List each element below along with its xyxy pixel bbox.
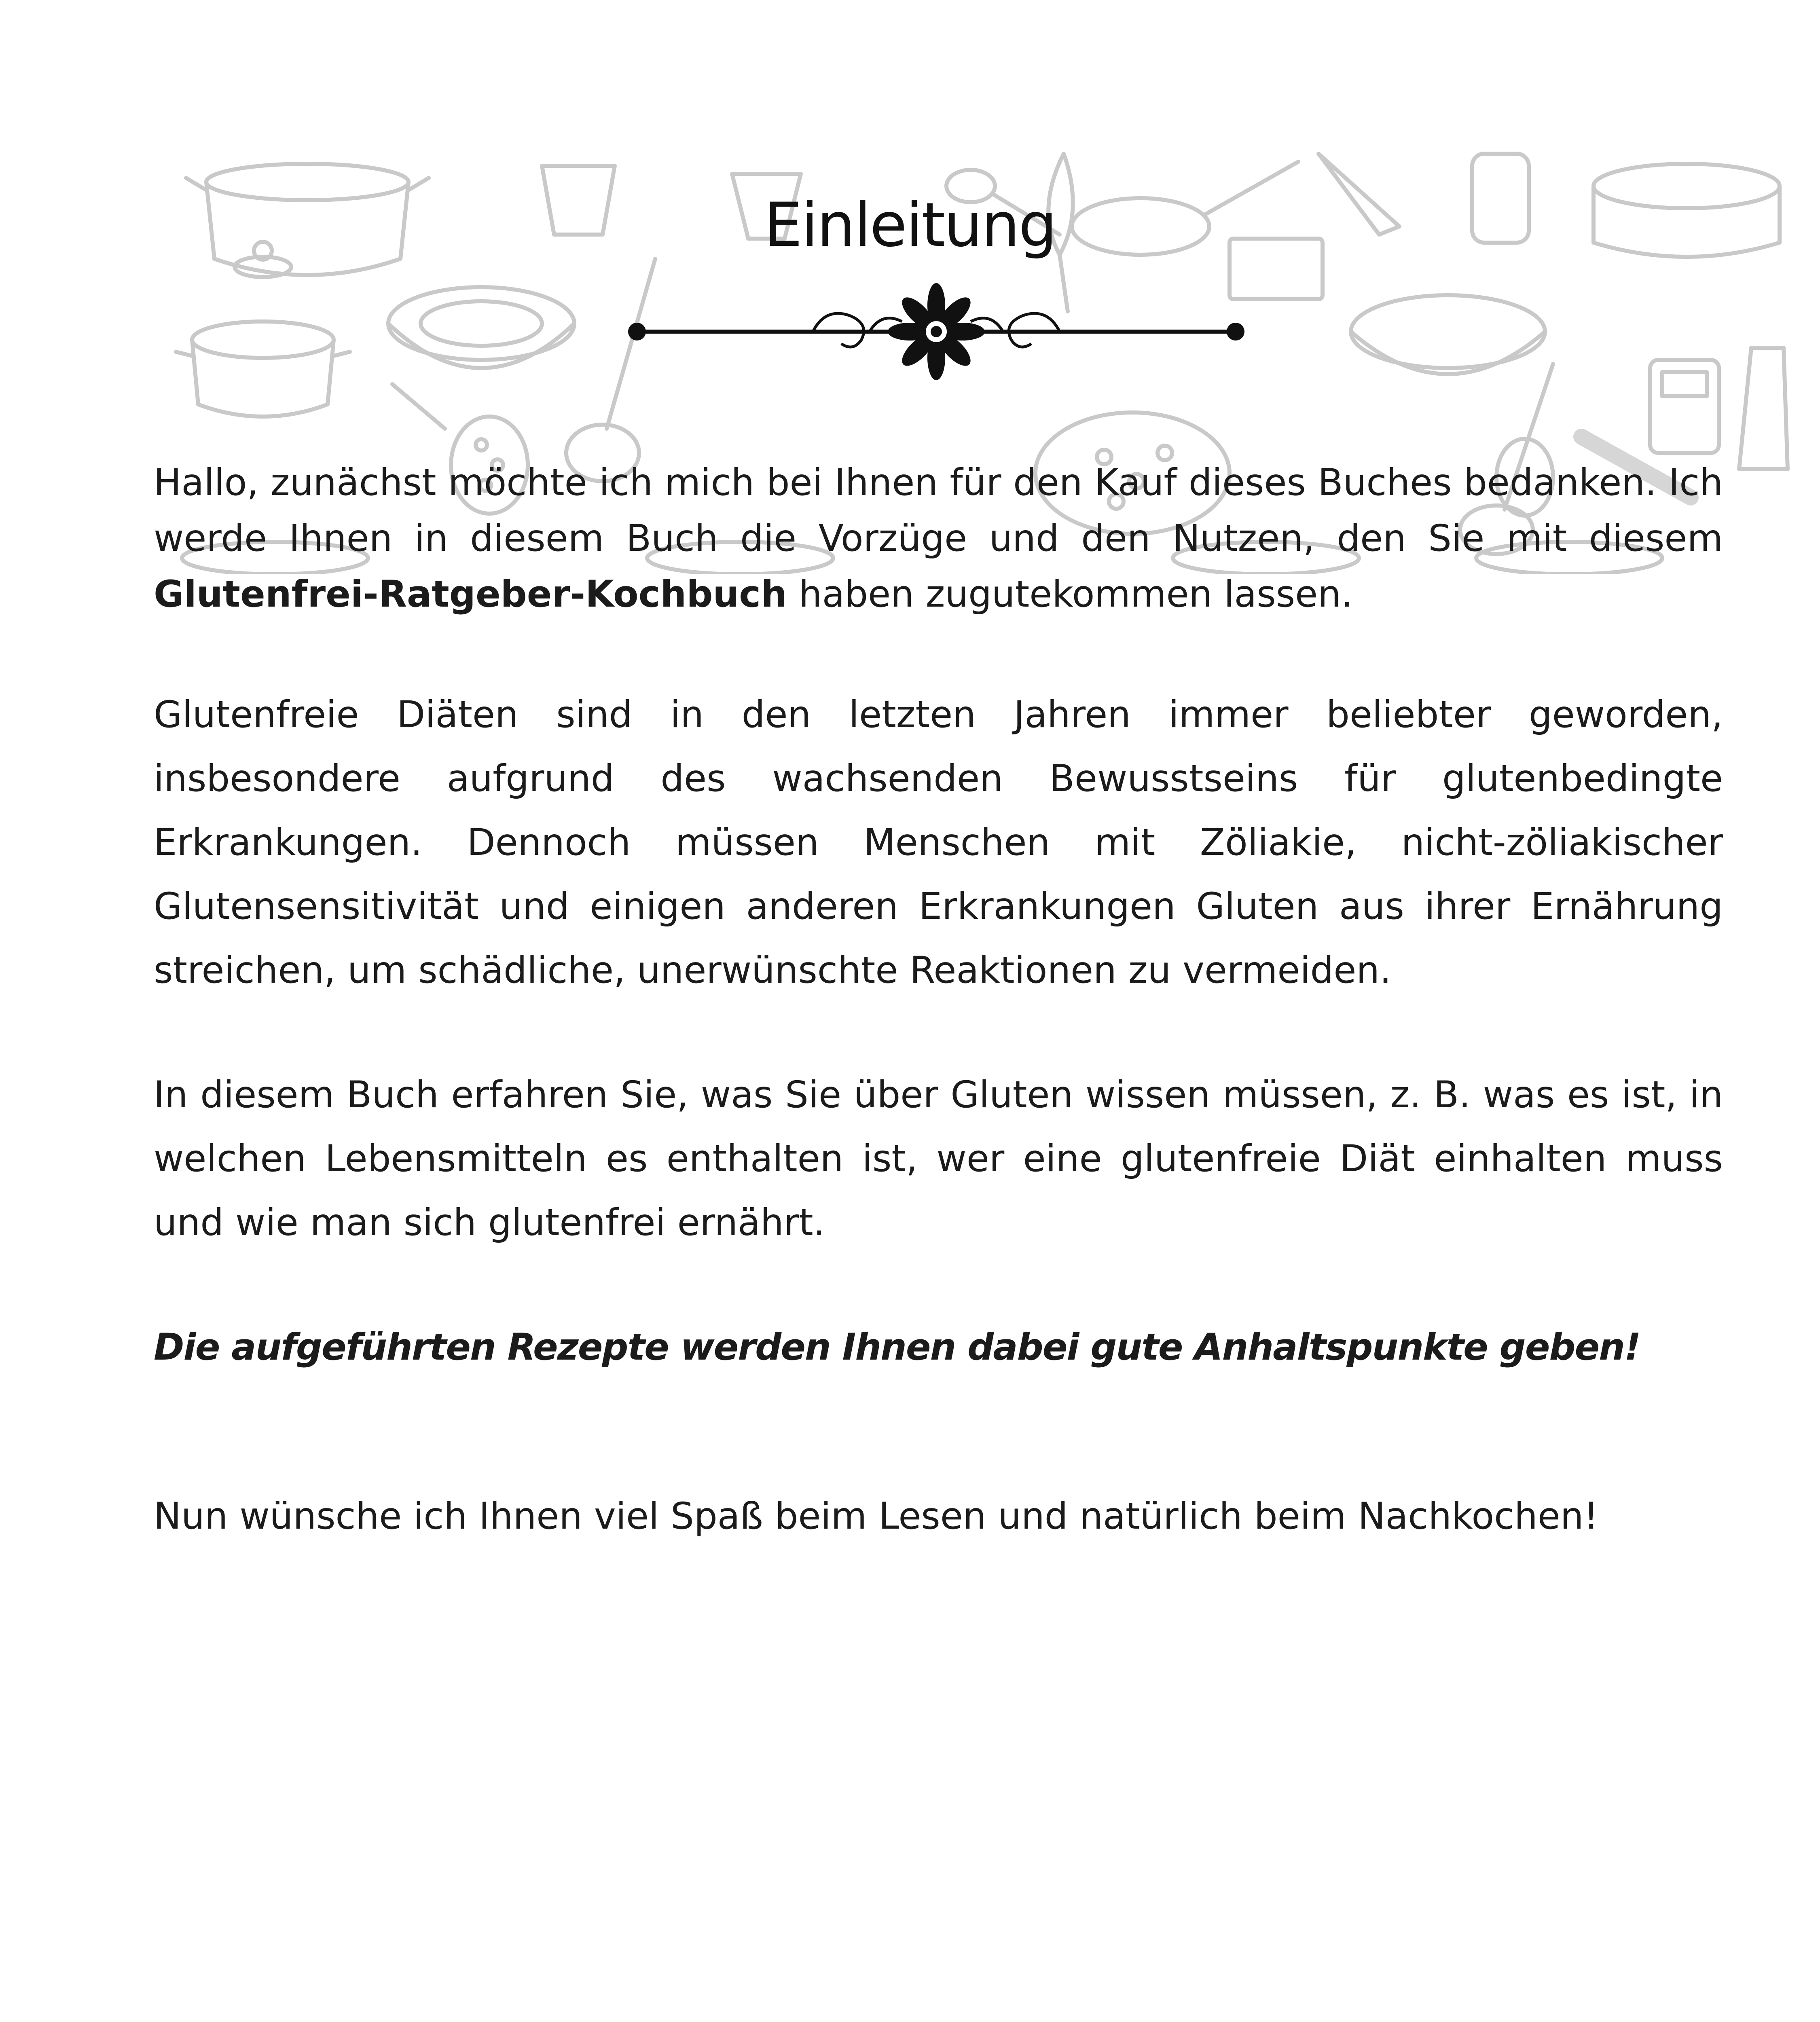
intro-paragraph-thanks: [154, 455, 1723, 622]
ornamental-flower-divider-icon: [623, 283, 1250, 380]
intro-paragraph-closing-wish: Nun wünsche ich Ihnen viel Spaß beim Lesen und natürlich beim Nachkochen!: [154, 1495, 1598, 1538]
intro-paragraph-book-content: In diesem Buch erfahren Sie, was Sie über Gluten wissen müssen, z. B. was es ist, in welchen Lebensmitteln es enthalten ist, wer eine glutenfreie Diät einhalten muss und wie man sich glutenfrei ernährt.: [154, 1074, 1723, 1244]
intro-paragraph-gluten-diets: Glutenfreie Diäten sind in den letzten Jahren immer beliebter geworden, insbesondere aufgrund des wachsenden Bewusstseins für glutenbedingte Erkrankungen. Dennoch müssen Menschen mit Zöliakie, nicht-zöliakischer Glutensensitivität und einigen anderen Erkrankungen Gluten aus ihrer Ernährung streichen, um schädliche, unerwünschte Reaktionen zu vermeiden.: [154, 694, 1723, 992]
intro-text-start: Hallo, zunächst möchte ich mich bei Ihnen für den Kauf dieses Buches bedanken. Ich werde Ihnen in diesem Buch die Vorzüge und den Nutzen, den Sie mit diesem: [154, 461, 1723, 560]
book-title-bold: Glutenfrei-Ratgeber-Kochbuch: [154, 573, 787, 615]
page-body: [154, 455, 1723, 1548]
intro-text-end: haben zugutekommen lassen.: [787, 573, 1353, 615]
intro-paragraph-recipes-emphasis: Die aufgeführten Rezepte werden Ihnen dabei gute Anhaltspunkte geben!: [154, 1326, 1640, 1368]
page-title: Einleitung: [764, 190, 1056, 260]
